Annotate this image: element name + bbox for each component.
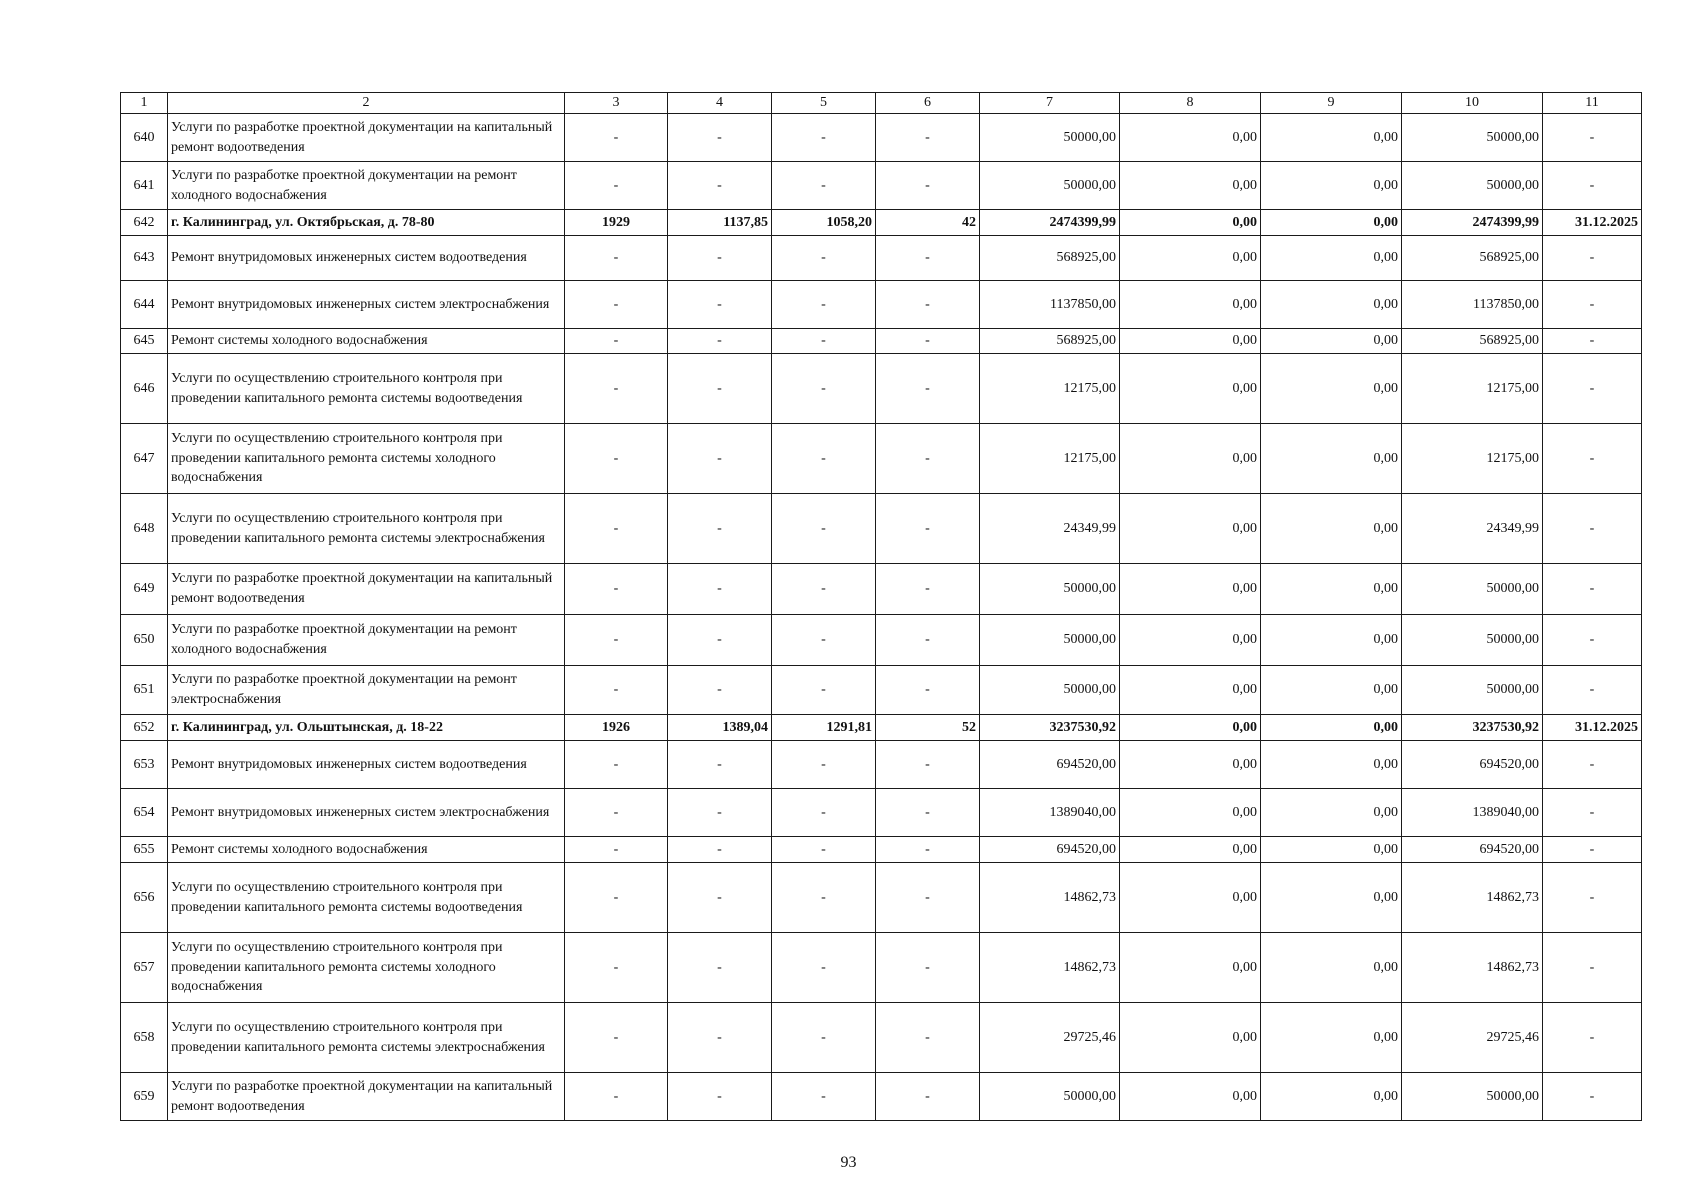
column-header: 9 (1261, 93, 1402, 114)
year-built: - (565, 281, 668, 329)
year-built: - (565, 1003, 668, 1073)
table-row (121, 863, 1642, 933)
work-description: Услуги по осуществлению строительного контроля при проведении капитального ремонта системы электроснабжения (168, 1003, 565, 1073)
work-description: г. Калининград, ул. Ольштынская, д. 18-22 (168, 715, 565, 741)
owner-funds: 1389040,00 (1402, 789, 1543, 837)
year-built: - (565, 236, 668, 281)
completion-date: 31.12.2025 (1543, 210, 1642, 236)
completion-date: - (1543, 281, 1642, 329)
owner-funds: 50000,00 (1402, 564, 1543, 615)
work-description: Услуги по осуществлению строительного контроля при проведении капитального ремонта системы водоотведения (168, 863, 565, 933)
work-description: Ремонт внутридомовых инженерных систем электроснабжения (168, 281, 565, 329)
total-area: - (668, 1003, 772, 1073)
row-number: 647 (121, 424, 168, 494)
work-description: Ремонт внутридомовых инженерных систем водоотведения (168, 741, 565, 789)
table-row (121, 281, 1642, 329)
owner-funds: 568925,00 (1402, 236, 1543, 281)
column-header: 7 (980, 93, 1120, 114)
table-row (121, 933, 1642, 1003)
residents-count: - (876, 564, 980, 615)
residents-count: - (876, 1073, 980, 1121)
total-cost: 50000,00 (980, 162, 1120, 210)
owner-funds: 568925,00 (1402, 329, 1543, 354)
residents-count: - (876, 281, 980, 329)
regional-funds: 0,00 (1261, 615, 1402, 666)
completion-date: - (1543, 162, 1642, 210)
living-area: - (772, 281, 876, 329)
total-area: - (668, 494, 772, 564)
federal-funds: 0,00 (1120, 424, 1261, 494)
regional-funds: 0,00 (1261, 236, 1402, 281)
column-header: 4 (668, 93, 772, 114)
residents-count: - (876, 741, 980, 789)
living-area: - (772, 1073, 876, 1121)
year-built: - (565, 933, 668, 1003)
total-cost: 3237530,92 (980, 715, 1120, 741)
total-cost: 50000,00 (980, 564, 1120, 615)
owner-funds: 694520,00 (1402, 741, 1543, 789)
total-area: - (668, 863, 772, 933)
work-description: Ремонт внутридомовых инженерных систем водоотведения (168, 236, 565, 281)
work-description: Ремонт системы холодного водоснабжения (168, 329, 565, 354)
row-number: 643 (121, 236, 168, 281)
federal-funds: 0,00 (1120, 210, 1261, 236)
table-row (121, 1003, 1642, 1073)
federal-funds: 0,00 (1120, 564, 1261, 615)
total-area: - (668, 564, 772, 615)
regional-funds: 0,00 (1261, 715, 1402, 741)
owner-funds: 12175,00 (1402, 424, 1543, 494)
regional-funds: 0,00 (1261, 354, 1402, 424)
residents-count: - (876, 114, 980, 162)
total-cost: 12175,00 (980, 424, 1120, 494)
regional-funds: 0,00 (1261, 741, 1402, 789)
row-number: 658 (121, 1003, 168, 1073)
table-row (121, 615, 1642, 666)
table-row (121, 666, 1642, 715)
table-row (121, 354, 1642, 424)
row-number: 650 (121, 615, 168, 666)
owner-funds: 24349,99 (1402, 494, 1543, 564)
total-cost: 568925,00 (980, 236, 1120, 281)
table-body (121, 93, 1642, 1121)
work-description: Услуги по разработке проектной документации на ремонт холодного водоснабжения (168, 615, 565, 666)
address-row (121, 210, 1642, 236)
total-area: 1389,04 (668, 715, 772, 741)
total-cost: 568925,00 (980, 329, 1120, 354)
regional-funds: 0,00 (1261, 837, 1402, 863)
completion-date: 31.12.2025 (1543, 715, 1642, 741)
federal-funds: 0,00 (1120, 741, 1261, 789)
table-row (121, 564, 1642, 615)
total-cost: 2474399,99 (980, 210, 1120, 236)
column-header: 6 (876, 93, 980, 114)
owner-funds: 12175,00 (1402, 354, 1543, 424)
federal-funds: 0,00 (1120, 933, 1261, 1003)
living-area: - (772, 666, 876, 715)
year-built: - (565, 741, 668, 789)
row-number: 652 (121, 715, 168, 741)
table-row (121, 837, 1642, 863)
living-area: - (772, 863, 876, 933)
completion-date: - (1543, 837, 1642, 863)
living-area: 1291,81 (772, 715, 876, 741)
owner-funds: 50000,00 (1402, 162, 1543, 210)
owner-funds: 14862,73 (1402, 933, 1543, 1003)
work-description: Ремонт системы холодного водоснабжения (168, 837, 565, 863)
owner-funds: 1137850,00 (1402, 281, 1543, 329)
row-number: 641 (121, 162, 168, 210)
row-number: 642 (121, 210, 168, 236)
work-description: Услуги по разработке проектной документации на ремонт электроснабжения (168, 666, 565, 715)
table-row (121, 741, 1642, 789)
table-row (121, 494, 1642, 564)
residents-count: 52 (876, 715, 980, 741)
row-number: 645 (121, 329, 168, 354)
federal-funds: 0,00 (1120, 1073, 1261, 1121)
completion-date: - (1543, 1003, 1642, 1073)
regional-funds: 0,00 (1261, 162, 1402, 210)
completion-date: - (1543, 114, 1642, 162)
federal-funds: 0,00 (1120, 789, 1261, 837)
regional-funds: 0,00 (1261, 114, 1402, 162)
year-built: - (565, 114, 668, 162)
work-description: Услуги по осуществлению строительного контроля при проведении капитального ремонта системы холодного водоснабжения (168, 424, 565, 494)
row-number: 649 (121, 564, 168, 615)
total-area: - (668, 236, 772, 281)
living-area: - (772, 564, 876, 615)
address-row (121, 715, 1642, 741)
regional-funds: 0,00 (1261, 666, 1402, 715)
table-row (121, 424, 1642, 494)
owner-funds: 29725,46 (1402, 1003, 1543, 1073)
regional-funds: 0,00 (1261, 564, 1402, 615)
year-built: - (565, 615, 668, 666)
column-header: 3 (565, 93, 668, 114)
owner-funds: 50000,00 (1402, 1073, 1543, 1121)
total-cost: 50000,00 (980, 114, 1120, 162)
row-number: 657 (121, 933, 168, 1003)
living-area: - (772, 114, 876, 162)
federal-funds: 0,00 (1120, 715, 1261, 741)
total-cost: 12175,00 (980, 354, 1120, 424)
table-row (121, 329, 1642, 354)
year-built: - (565, 329, 668, 354)
living-area: - (772, 837, 876, 863)
owner-funds: 2474399,99 (1402, 210, 1543, 236)
completion-date: - (1543, 863, 1642, 933)
residents-count: - (876, 329, 980, 354)
owner-funds: 3237530,92 (1402, 715, 1543, 741)
total-cost: 14862,73 (980, 933, 1120, 1003)
row-number: 646 (121, 354, 168, 424)
completion-date: - (1543, 329, 1642, 354)
regional-funds: 0,00 (1261, 494, 1402, 564)
table-row (121, 789, 1642, 837)
completion-date: - (1543, 1073, 1642, 1121)
owner-funds: 50000,00 (1402, 114, 1543, 162)
year-built: - (565, 564, 668, 615)
federal-funds: 0,00 (1120, 162, 1261, 210)
total-area: - (668, 114, 772, 162)
total-cost: 50000,00 (980, 666, 1120, 715)
residents-count: - (876, 933, 980, 1003)
federal-funds: 0,00 (1120, 666, 1261, 715)
total-area: - (668, 1073, 772, 1121)
residents-count: - (876, 615, 980, 666)
total-cost: 50000,00 (980, 615, 1120, 666)
federal-funds: 0,00 (1120, 236, 1261, 281)
total-area: - (668, 424, 772, 494)
table-row (121, 236, 1642, 281)
living-area: - (772, 329, 876, 354)
completion-date: - (1543, 741, 1642, 789)
living-area: - (772, 162, 876, 210)
regional-funds: 0,00 (1261, 424, 1402, 494)
federal-funds: 0,00 (1120, 863, 1261, 933)
year-built: - (565, 666, 668, 715)
total-area: - (668, 789, 772, 837)
residents-count: 42 (876, 210, 980, 236)
living-area: 1058,20 (772, 210, 876, 236)
regional-funds: 0,00 (1261, 933, 1402, 1003)
residents-count: - (876, 1003, 980, 1073)
completion-date: - (1543, 615, 1642, 666)
total-cost: 29725,46 (980, 1003, 1120, 1073)
page-number: 93 (840, 1154, 857, 1171)
year-built: - (565, 1073, 668, 1121)
completion-date: - (1543, 354, 1642, 424)
year-built: - (565, 494, 668, 564)
year-built: - (565, 837, 668, 863)
total-cost: 14862,73 (980, 863, 1120, 933)
federal-funds: 0,00 (1120, 494, 1261, 564)
year-built: - (565, 424, 668, 494)
row-number: 651 (121, 666, 168, 715)
column-header: 11 (1543, 93, 1642, 114)
table-row (121, 1073, 1642, 1121)
regional-funds: 0,00 (1261, 1003, 1402, 1073)
living-area: - (772, 494, 876, 564)
work-description: Услуги по разработке проектной документации на ремонт холодного водоснабжения (168, 162, 565, 210)
residents-count: - (876, 424, 980, 494)
total-cost: 694520,00 (980, 741, 1120, 789)
total-area: - (668, 162, 772, 210)
residents-count: - (876, 666, 980, 715)
year-built: - (565, 789, 668, 837)
total-area: - (668, 666, 772, 715)
total-area: - (668, 281, 772, 329)
residents-count: - (876, 494, 980, 564)
regional-funds: 0,00 (1261, 281, 1402, 329)
row-number: 640 (121, 114, 168, 162)
row-number: 654 (121, 789, 168, 837)
federal-funds: 0,00 (1120, 329, 1261, 354)
table-row (121, 114, 1642, 162)
regional-funds: 0,00 (1261, 1073, 1402, 1121)
federal-funds: 0,00 (1120, 354, 1261, 424)
completion-date: - (1543, 564, 1642, 615)
regional-funds: 0,00 (1261, 329, 1402, 354)
work-description: Услуги по осуществлению строительного контроля при проведении капитального ремонта системы электроснабжения (168, 494, 565, 564)
work-description: Услуги по осуществлению строительного контроля при проведении капитального ремонта системы водоотведения (168, 354, 565, 424)
total-area: - (668, 329, 772, 354)
column-header: 8 (1120, 93, 1261, 114)
living-area: - (772, 789, 876, 837)
living-area: - (772, 236, 876, 281)
year-built: 1926 (565, 715, 668, 741)
column-header: 10 (1402, 93, 1543, 114)
work-description: Ремонт внутридомовых инженерных систем электроснабжения (168, 789, 565, 837)
year-built: - (565, 863, 668, 933)
federal-funds: 0,00 (1120, 837, 1261, 863)
column-header: 1 (121, 93, 168, 114)
total-cost: 24349,99 (980, 494, 1120, 564)
year-built: - (565, 354, 668, 424)
total-cost: 1137850,00 (980, 281, 1120, 329)
living-area: - (772, 424, 876, 494)
work-description: Услуги по разработке проектной документации на капитальный ремонт водоотведения (168, 1073, 565, 1121)
living-area: - (772, 741, 876, 789)
living-area: - (772, 354, 876, 424)
table-row (121, 162, 1642, 210)
total-cost: 694520,00 (980, 837, 1120, 863)
total-cost: 50000,00 (980, 1073, 1120, 1121)
owner-funds: 50000,00 (1402, 615, 1543, 666)
total-area: - (668, 933, 772, 1003)
total-area: 1137,85 (668, 210, 772, 236)
regional-funds: 0,00 (1261, 210, 1402, 236)
federal-funds: 0,00 (1120, 615, 1261, 666)
header-row (121, 93, 1642, 114)
owner-funds: 694520,00 (1402, 837, 1543, 863)
residents-count: - (876, 236, 980, 281)
living-area: - (772, 1003, 876, 1073)
row-number: 653 (121, 741, 168, 789)
federal-funds: 0,00 (1120, 114, 1261, 162)
residents-count: - (876, 863, 980, 933)
row-number: 656 (121, 863, 168, 933)
budget-table (120, 92, 1642, 1121)
owner-funds: 14862,73 (1402, 863, 1543, 933)
completion-date: - (1543, 494, 1642, 564)
regional-funds: 0,00 (1261, 863, 1402, 933)
total-area: - (668, 741, 772, 789)
residents-count: - (876, 789, 980, 837)
column-header: 2 (168, 93, 565, 114)
regional-funds: 0,00 (1261, 789, 1402, 837)
total-cost: 1389040,00 (980, 789, 1120, 837)
federal-funds: 0,00 (1120, 1003, 1261, 1073)
federal-funds: 0,00 (1120, 281, 1261, 329)
row-number: 648 (121, 494, 168, 564)
residents-count: - (876, 162, 980, 210)
completion-date: - (1543, 789, 1642, 837)
completion-date: - (1543, 933, 1642, 1003)
work-description: Услуги по осуществлению строительного контроля при проведении капитального ремонта системы холодного водоснабжения (168, 933, 565, 1003)
living-area: - (772, 933, 876, 1003)
owner-funds: 50000,00 (1402, 666, 1543, 715)
residents-count: - (876, 837, 980, 863)
work-description: Услуги по разработке проектной документации на капитальный ремонт водоотведения (168, 564, 565, 615)
row-number: 644 (121, 281, 168, 329)
completion-date: - (1543, 666, 1642, 715)
completion-date: - (1543, 236, 1642, 281)
year-built: - (565, 162, 668, 210)
year-built: 1929 (565, 210, 668, 236)
column-header: 5 (772, 93, 876, 114)
completion-date: - (1543, 424, 1642, 494)
total-area: - (668, 354, 772, 424)
work-description: г. Калининград, ул. Октябрьская, д. 78-80 (168, 210, 565, 236)
total-area: - (668, 615, 772, 666)
row-number: 655 (121, 837, 168, 863)
living-area: - (772, 615, 876, 666)
total-area: - (668, 837, 772, 863)
work-description: Услуги по разработке проектной документации на капитальный ремонт водоотведения (168, 114, 565, 162)
row-number: 659 (121, 1073, 168, 1121)
residents-count: - (876, 354, 980, 424)
